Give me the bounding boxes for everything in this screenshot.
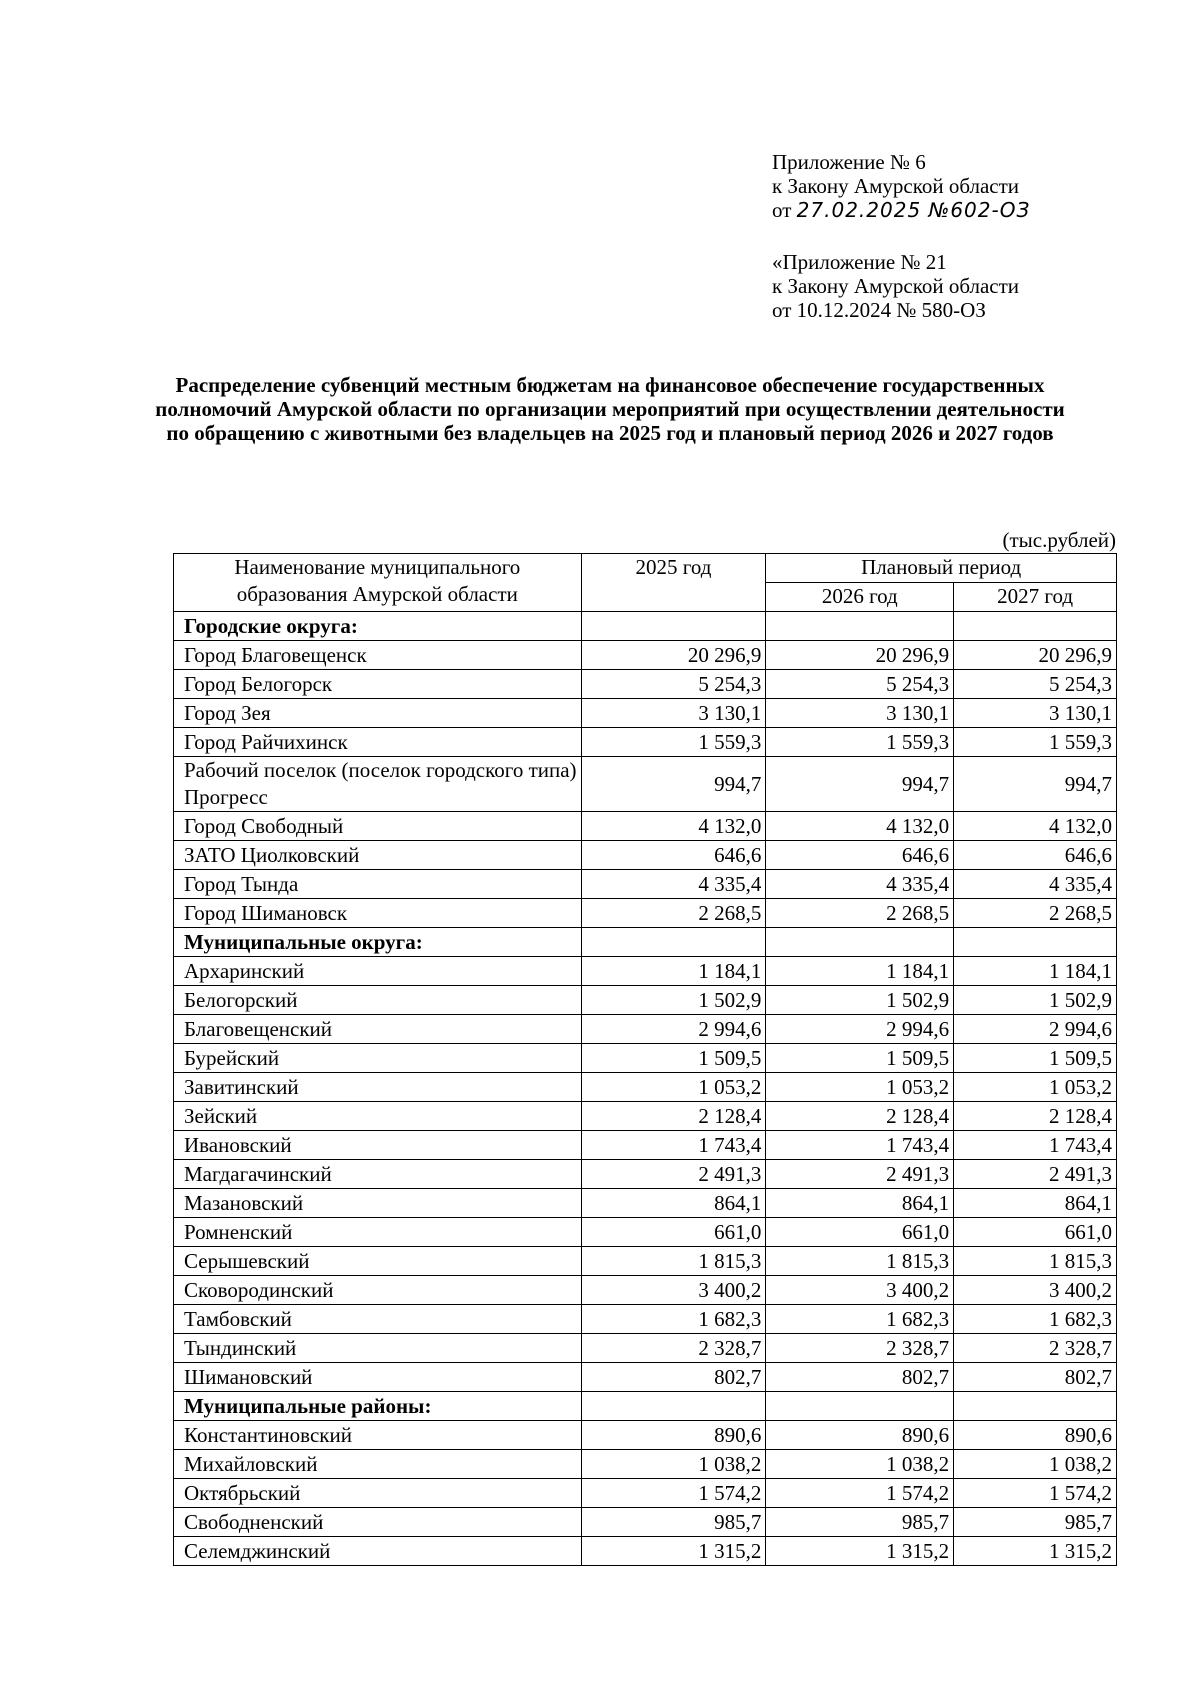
municipality-name: Город Белогорск xyxy=(174,670,582,699)
municipality-name: Свободненский xyxy=(174,1508,582,1537)
municipality-name: Завитинский xyxy=(174,1073,582,1102)
table-row xyxy=(174,1479,1117,1508)
table-row xyxy=(174,1363,1117,1392)
section-header-row xyxy=(174,928,1117,957)
value-2025: 1 743,4 xyxy=(581,1131,766,1160)
table-row xyxy=(174,728,1117,757)
value-2027: 802,7 xyxy=(954,1363,1117,1392)
value-2026: 1 053,2 xyxy=(766,1073,954,1102)
value-2027: 3 130,1 xyxy=(954,699,1117,728)
annex-reference xyxy=(772,150,1030,222)
value-2025: 2 994,6 xyxy=(581,1015,766,1044)
original-annex-reference xyxy=(772,250,1019,322)
municipality-name: Ивановский xyxy=(174,1131,582,1160)
header-planned-period: Плановый период xyxy=(766,554,1117,583)
table-row xyxy=(174,957,1117,986)
value-2027: 646,6 xyxy=(954,841,1117,870)
table-row xyxy=(174,986,1117,1015)
value-2025: 1 502,9 xyxy=(581,986,766,1015)
value-2025: 1 053,2 xyxy=(581,1073,766,1102)
value-2027: 1 038,2 xyxy=(954,1450,1117,1479)
value-2027: 1 743,4 xyxy=(954,1131,1117,1160)
value-2027: 3 400,2 xyxy=(954,1276,1117,1305)
table-body xyxy=(174,612,1117,1566)
header-2027: 2027 год xyxy=(954,583,1117,612)
value-2026: 1 315,2 xyxy=(766,1537,954,1566)
table-row xyxy=(174,1189,1117,1218)
value-2025: 2 491,3 xyxy=(581,1160,766,1189)
table-row xyxy=(174,1015,1117,1044)
table-row xyxy=(174,1131,1117,1160)
annex-number: Приложение № 6 xyxy=(772,150,926,174)
municipality-name: Муниципальные районы: xyxy=(174,1392,582,1421)
value-2026: 661,0 xyxy=(766,1218,954,1247)
table-row xyxy=(174,1044,1117,1073)
table-row xyxy=(174,1450,1117,1479)
municipality-name: Город Шимановск xyxy=(174,899,582,928)
value-2026: 1 502,9 xyxy=(766,986,954,1015)
section-header-row xyxy=(174,612,1117,641)
value-2025: 994,7 xyxy=(581,757,766,812)
value-2025: 5 254,3 xyxy=(581,670,766,699)
value-2026: 1 038,2 xyxy=(766,1450,954,1479)
value-2026: 4 335,4 xyxy=(766,870,954,899)
table-row xyxy=(174,812,1117,841)
value-2025: 864,1 xyxy=(581,1189,766,1218)
value-2027: 890,6 xyxy=(954,1421,1117,1450)
value-2026: 802,7 xyxy=(766,1363,954,1392)
value-2027: 1 184,1 xyxy=(954,957,1117,986)
municipality-name: ЗАТО Циолковский xyxy=(174,841,582,870)
value-2025: 1 574,2 xyxy=(581,1479,766,1508)
municipality-name: Город Свободный xyxy=(174,812,582,841)
value-2025: 1 682,3 xyxy=(581,1305,766,1334)
value-2026 xyxy=(766,1392,954,1421)
municipality-name: Город Зея xyxy=(174,699,582,728)
value-2027: 1 509,5 xyxy=(954,1044,1117,1073)
value-2025: 802,7 xyxy=(581,1363,766,1392)
value-2026: 1 574,2 xyxy=(766,1479,954,1508)
value-2025: 1 815,3 xyxy=(581,1247,766,1276)
value-2027 xyxy=(954,1392,1117,1421)
value-2026: 2 994,6 xyxy=(766,1015,954,1044)
table-row xyxy=(174,1102,1117,1131)
units-label: (тыс.рублей) xyxy=(1002,528,1116,552)
annex-law: к Закону Амурской области xyxy=(772,174,1020,198)
value-2025: 20 296,9 xyxy=(581,641,766,670)
value-2026: 646,6 xyxy=(766,841,954,870)
value-2026: 1 559,3 xyxy=(766,728,954,757)
value-2026: 864,1 xyxy=(766,1189,954,1218)
value-2027: 864,1 xyxy=(954,1189,1117,1218)
municipality-name: Мазановский xyxy=(174,1189,582,1218)
value-2025: 1 315,2 xyxy=(581,1537,766,1566)
table-row xyxy=(174,1305,1117,1334)
value-2025 xyxy=(581,928,766,957)
value-2027: 4 335,4 xyxy=(954,870,1117,899)
table-row xyxy=(174,841,1117,870)
value-2027: 1 502,9 xyxy=(954,986,1117,1015)
table-row xyxy=(174,1160,1117,1189)
municipality-name: Магдагачинский xyxy=(174,1160,582,1189)
header-row xyxy=(174,554,1117,583)
table-row xyxy=(174,1073,1117,1102)
value-2025: 3 400,2 xyxy=(581,1276,766,1305)
value-2025: 661,0 xyxy=(581,1218,766,1247)
table-row xyxy=(174,1508,1117,1537)
value-2025: 2 128,4 xyxy=(581,1102,766,1131)
value-2027: 2 268,5 xyxy=(954,899,1117,928)
value-2027: 994,7 xyxy=(954,757,1117,812)
value-2025 xyxy=(581,1392,766,1421)
value-2027: 1 559,3 xyxy=(954,728,1117,757)
municipality-name: Муниципальные округа: xyxy=(174,928,582,957)
value-2025: 1 038,2 xyxy=(581,1450,766,1479)
value-2026: 20 296,9 xyxy=(766,641,954,670)
value-2027: 985,7 xyxy=(954,1508,1117,1537)
municipality-name: Константиновский xyxy=(174,1421,582,1450)
table-row xyxy=(174,870,1117,899)
table-row xyxy=(174,1421,1117,1450)
value-2026 xyxy=(766,612,954,641)
original-annex-number: «Приложение № 21 xyxy=(772,250,947,274)
value-2025: 646,6 xyxy=(581,841,766,870)
header-2025: 2025 год xyxy=(581,554,766,612)
original-annex-date: от 10.12.2024 № 580-ОЗ xyxy=(772,298,986,322)
table-row xyxy=(174,1334,1117,1363)
municipality-name: Рабочий поселок (поселок городского типа) Прогресс xyxy=(174,757,582,812)
value-2026: 1 509,5 xyxy=(766,1044,954,1073)
value-2027: 2 128,4 xyxy=(954,1102,1117,1131)
section-header-row xyxy=(174,1392,1117,1421)
municipality-name: Город Благовещенск xyxy=(174,641,582,670)
municipality-name: Октябрьский xyxy=(174,1479,582,1508)
value-2026: 1 743,4 xyxy=(766,1131,954,1160)
value-2027: 1 574,2 xyxy=(954,1479,1117,1508)
municipality-name: Селемджинский xyxy=(174,1537,582,1566)
value-2025: 1 184,1 xyxy=(581,957,766,986)
table-row xyxy=(174,641,1117,670)
table-row xyxy=(174,1537,1117,1566)
value-2026: 2 491,3 xyxy=(766,1160,954,1189)
value-2025: 985,7 xyxy=(581,1508,766,1537)
value-2027: 2 491,3 xyxy=(954,1160,1117,1189)
table-row xyxy=(174,1276,1117,1305)
municipality-name: Ромненский xyxy=(174,1218,582,1247)
value-2027: 4 132,0 xyxy=(954,812,1117,841)
municipality-name: Серышевский xyxy=(174,1247,582,1276)
value-2026: 1 184,1 xyxy=(766,957,954,986)
value-2026 xyxy=(766,928,954,957)
value-2025: 3 130,1 xyxy=(581,699,766,728)
value-2025 xyxy=(581,612,766,641)
annex-date xyxy=(772,198,1030,222)
value-2025: 4 132,0 xyxy=(581,812,766,841)
municipality-name: Михайловский xyxy=(174,1450,582,1479)
value-2027: 661,0 xyxy=(954,1218,1117,1247)
value-2026: 2 268,5 xyxy=(766,899,954,928)
value-2027: 5 254,3 xyxy=(954,670,1117,699)
municipality-name: Шимановский xyxy=(174,1363,582,1392)
value-2025: 1 509,5 xyxy=(581,1044,766,1073)
value-2026: 1 815,3 xyxy=(766,1247,954,1276)
header-2026: 2026 год xyxy=(766,583,954,612)
municipality-name: Тамбовский xyxy=(174,1305,582,1334)
value-2025: 1 559,3 xyxy=(581,728,766,757)
value-2026: 1 682,3 xyxy=(766,1305,954,1334)
handwritten-date-number: 27.02.2025 №602-ОЗ xyxy=(796,198,1031,222)
value-2026: 994,7 xyxy=(766,757,954,812)
municipality-name: Город Тында xyxy=(174,870,582,899)
value-2026: 2 128,4 xyxy=(766,1102,954,1131)
value-2026: 4 132,0 xyxy=(766,812,954,841)
municipality-name: Архаринский xyxy=(174,957,582,986)
table-row xyxy=(174,699,1117,728)
header-municipality: Наименование муниципального образования Амурской области xyxy=(174,554,582,612)
value-2027: 1 053,2 xyxy=(954,1073,1117,1102)
value-2025: 4 335,4 xyxy=(581,870,766,899)
table-row xyxy=(174,670,1117,699)
municipality-name: Сковородинский xyxy=(174,1276,582,1305)
value-2027: 1 682,3 xyxy=(954,1305,1117,1334)
value-2027: 20 296,9 xyxy=(954,641,1117,670)
municipality-name: Городские округа: xyxy=(174,612,582,641)
value-2026: 985,7 xyxy=(766,1508,954,1537)
table-row xyxy=(174,899,1117,928)
value-2025: 890,6 xyxy=(581,1421,766,1450)
value-2025: 2 328,7 xyxy=(581,1334,766,1363)
value-2027 xyxy=(954,928,1117,957)
value-2027: 1 315,2 xyxy=(954,1537,1117,1566)
value-2027: 2 994,6 xyxy=(954,1015,1117,1044)
subsidy-table xyxy=(173,553,1117,1566)
table-row xyxy=(174,757,1117,812)
municipality-name: Бурейский xyxy=(174,1044,582,1073)
document-title: Распределение субвенций местным бюджетам на финансовое обеспечение государственных полномочий Амурской области по организации мероприятий при осуществлении деятельности по обращению с животными без владельцев на 2025 год и плановый период 2026 и 2027 годов xyxy=(155,373,1065,445)
value-2026: 5 254,3 xyxy=(766,670,954,699)
value-2026: 3 400,2 xyxy=(766,1276,954,1305)
value-2025: 2 268,5 xyxy=(581,899,766,928)
value-2027: 2 328,7 xyxy=(954,1334,1117,1363)
municipality-name: Белогорский xyxy=(174,986,582,1015)
municipality-name: Зейский xyxy=(174,1102,582,1131)
municipality-name: Город Райчихинск xyxy=(174,728,582,757)
table-row xyxy=(174,1218,1117,1247)
value-2026: 3 130,1 xyxy=(766,699,954,728)
value-2026: 890,6 xyxy=(766,1421,954,1450)
value-2026: 2 328,7 xyxy=(766,1334,954,1363)
original-annex-law: к Закону Амурской области xyxy=(772,274,1020,298)
annex-date-prefix: от xyxy=(772,198,792,222)
municipality-name: Благовещенский xyxy=(174,1015,582,1044)
municipality-name: Тындинский xyxy=(174,1334,582,1363)
value-2027: 1 815,3 xyxy=(954,1247,1117,1276)
table-row xyxy=(174,1247,1117,1276)
value-2027 xyxy=(954,612,1117,641)
